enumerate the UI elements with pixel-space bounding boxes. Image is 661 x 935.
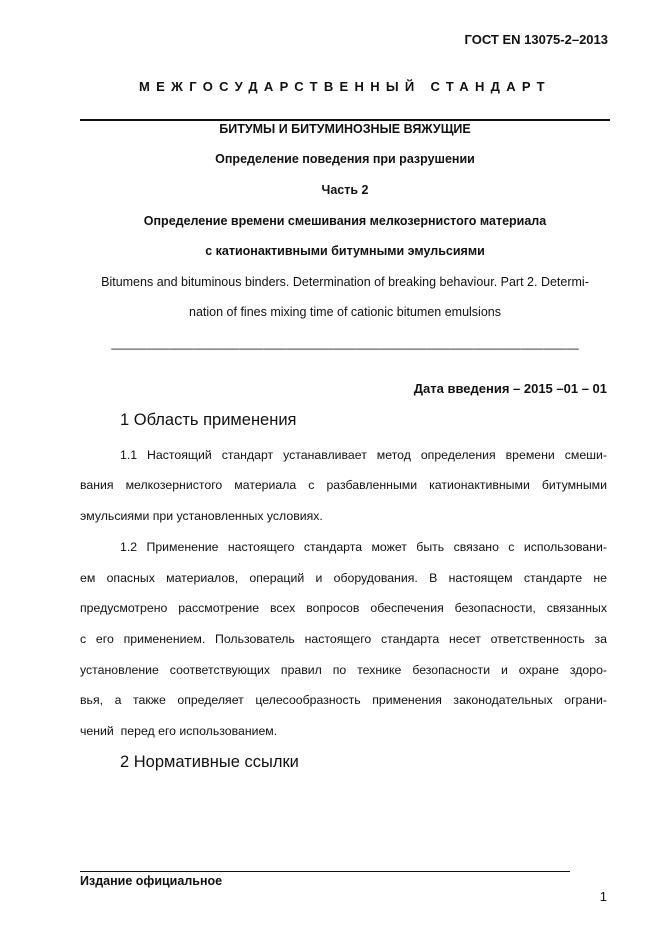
- english-title-2: nation of fines mixing time of cationic bitumen emulsions: [189, 305, 501, 319]
- text-line: вья, а также определяет целесообразность применения законодательных ограни-: [80, 693, 607, 707]
- text-line: ем опасных материалов, операций и оборудования. В настоящем стандарте не: [80, 571, 607, 585]
- document-part-title-1: Определение времени смешивания мелкозернистого материала: [143, 214, 547, 228]
- standard-category: МЕЖГОСУДАРСТВЕННЫЙ СТАНДАРТ: [139, 79, 551, 94]
- english-title-1: Bitumens and bituminous binders. Determination of breaking behaviour. Part 2. Determi-: [101, 275, 589, 289]
- title-separator: ————————————————————————————————————————: [111, 342, 579, 355]
- document-part: Часть 2: [321, 183, 369, 197]
- text-line: чений перед его использованием.: [80, 724, 278, 738]
- section-heading-2: 2 Нормативные ссылки: [120, 753, 299, 771]
- text-line: с его применением. Пользователь настоящего стандарта несет ответственность за: [80, 632, 607, 646]
- text-line: установление соответствующих правил по технике безопасности и охране здоро-: [80, 663, 607, 677]
- text-line: эмульсиями при установленных условиях.: [80, 509, 323, 523]
- document-title: БИТУМЫ И БИТУМИНОЗНЫЕ ВЯЖУЩИЕ: [219, 122, 471, 136]
- footer-rule: [80, 871, 570, 872]
- page-number: 1: [599, 889, 607, 904]
- document-subtitle: Определение поведения при разрушении: [215, 152, 475, 166]
- section-heading-1: 1 Область применения: [120, 411, 297, 429]
- standard-code: ГОСТ EN 13075-2–2013: [464, 32, 608, 47]
- document-part-title-2: с катионактивными битумными эмульсиями: [205, 244, 485, 258]
- edition-label: Издание официальное: [80, 874, 223, 888]
- text-line: 1.2 Применение настоящего стандарта может быть связано с использовани-: [120, 540, 607, 554]
- text-line: предусмотрено рассмотрение всех вопросов обеспечения безопасности, связанных: [80, 601, 607, 615]
- text-line: вания мелкозернистого материала с разбавленными катионактивными битумными: [80, 478, 607, 492]
- effective-date: Дата введения – 2015 –01 – 01: [413, 381, 607, 396]
- text-line: 1.1 Настоящий стандарт устанавливает метод определения времени смеши-: [120, 448, 607, 462]
